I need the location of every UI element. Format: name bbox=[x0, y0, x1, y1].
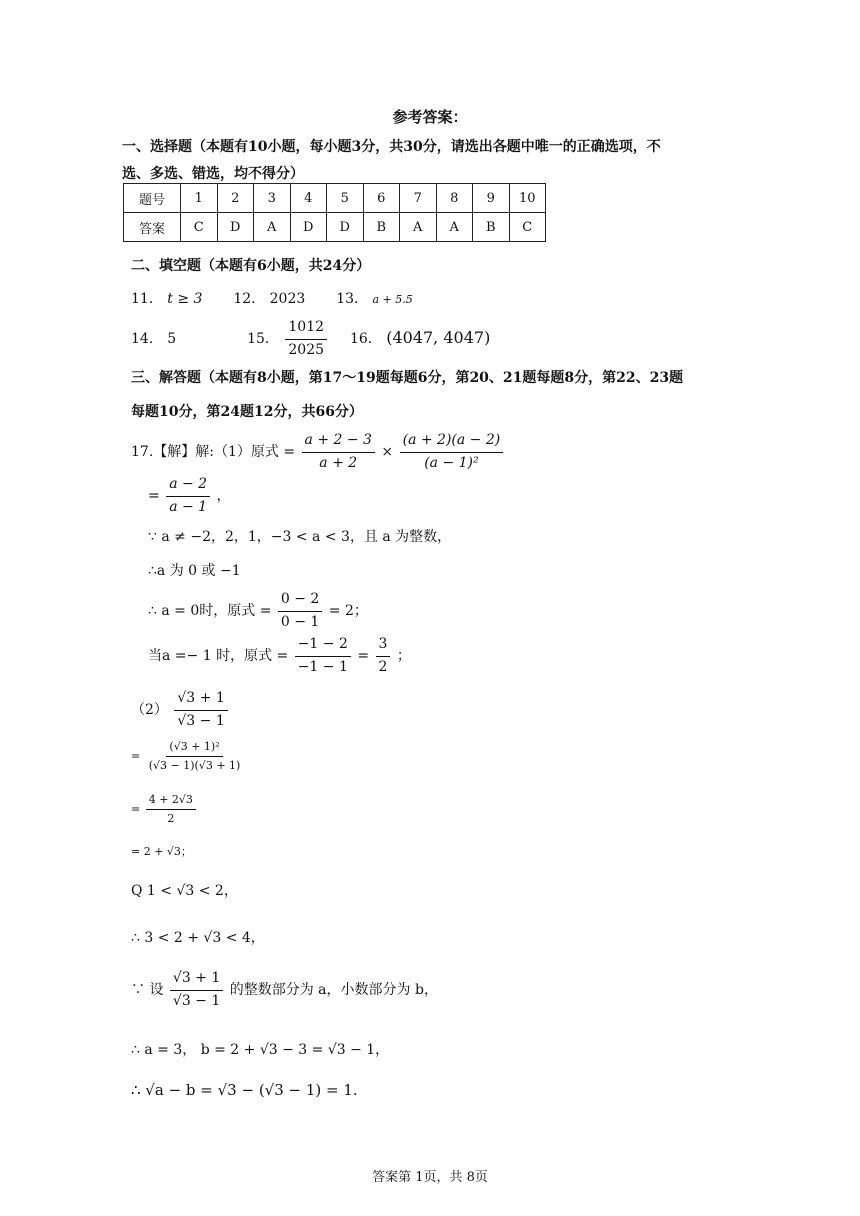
numerator: (√3 + 1)² bbox=[166, 740, 222, 757]
numerator: 3 bbox=[376, 636, 391, 657]
q17-part2-line5: Q 1 < √3 < 2， bbox=[131, 883, 238, 899]
table-cell: 答案 bbox=[124, 213, 181, 242]
q17-part2-line1 bbox=[131, 690, 230, 730]
denominator: √3 − 1 bbox=[177, 712, 225, 729]
fill-answers-row2 bbox=[131, 319, 490, 359]
q17-part1-line2 bbox=[148, 476, 231, 516]
q17-part2-line9: ∴ √a − b = √3 − (√3 − 1) = 1. bbox=[131, 1081, 358, 1099]
q17-part2-line4: = 2 + √3； bbox=[131, 845, 192, 858]
q17-part2-line2 bbox=[131, 740, 245, 773]
numerator: a − 2 bbox=[166, 476, 210, 497]
q15-number: 15． bbox=[247, 331, 279, 347]
fill-answers-row1 bbox=[131, 288, 413, 308]
table-cell: C bbox=[509, 213, 546, 242]
numerator: 0 − 2 bbox=[278, 591, 322, 612]
table-cell: 2 bbox=[217, 184, 254, 213]
table-cell: 6 bbox=[363, 184, 400, 213]
table-cell: A bbox=[254, 213, 291, 242]
section2-heading: 二、填空题（本题有6小题，共24分） bbox=[131, 258, 371, 274]
case-text: 当a =− 1 时，原式 = bbox=[148, 648, 289, 664]
fraction bbox=[400, 432, 504, 472]
section1-heading-line2: 选、多选、错选，均不得分） bbox=[122, 166, 304, 182]
table-cell: C bbox=[181, 213, 218, 242]
q14-answer: 5 bbox=[167, 331, 177, 347]
case-text: ∴ a = 0时，原式 = bbox=[148, 603, 272, 619]
numerator: −1 − 2 bbox=[295, 636, 351, 657]
q11-answer: t ≥ 3 bbox=[167, 291, 203, 307]
q17-part2-line8: ∴ a = 3， b = 2 + √3 − 3 = √3 − 1， bbox=[131, 1042, 390, 1058]
section3-heading-line2: 每题10分，第24题12分，共66分） bbox=[131, 404, 363, 420]
q16-answer: (4047, 4047) bbox=[386, 328, 491, 347]
section1-heading-line1: 一、选择题（本题有10小题，每小题3分，共30分，请选出各题中唯一的正确选项，不 bbox=[122, 139, 661, 155]
table-cell: D bbox=[217, 213, 254, 242]
denominator: (a − 1)² bbox=[424, 454, 479, 471]
denominator: a − 1 bbox=[169, 498, 208, 515]
let-text: ∵ 设 bbox=[131, 982, 164, 998]
table-cell: 10 bbox=[509, 184, 546, 213]
table-row bbox=[124, 184, 546, 213]
fraction bbox=[146, 740, 244, 773]
numerator: a + 2 − 3 bbox=[302, 432, 375, 453]
table-cell: 4 bbox=[290, 184, 327, 213]
page-footer: 答案第 1页，共 8页 bbox=[372, 1170, 488, 1185]
denominator: √3 − 1 bbox=[172, 992, 221, 1009]
table-cell: 题号 bbox=[124, 184, 181, 213]
fraction bbox=[376, 636, 391, 676]
q16-number: 16． bbox=[349, 331, 382, 347]
q13-number: 13． bbox=[336, 291, 369, 307]
comma: ， bbox=[216, 488, 231, 504]
table-cell: D bbox=[327, 213, 364, 242]
table-cell: 7 bbox=[400, 184, 437, 213]
q17-part1-line1 bbox=[131, 432, 505, 472]
table-cell: D bbox=[290, 213, 327, 242]
denominator: 2 bbox=[378, 658, 388, 675]
denominator: 2 bbox=[167, 811, 175, 825]
denominator: a + 2 bbox=[319, 454, 358, 471]
semicolon: ； bbox=[396, 648, 411, 664]
table-cell: A bbox=[400, 213, 437, 242]
q15-denominator: 2025 bbox=[288, 341, 325, 358]
equals-sign: = bbox=[131, 749, 141, 763]
table-cell: 8 bbox=[436, 184, 473, 213]
q12-answer: 2023 bbox=[269, 291, 306, 307]
q17-part1-line5 bbox=[148, 591, 368, 631]
q15-numerator: 1012 bbox=[285, 319, 327, 340]
q17-part1-line3: ∵ a ≠ −2，2，1，−3 < a < 3，且 a 为整数， bbox=[148, 529, 452, 545]
q17-part2-line7 bbox=[131, 970, 438, 1010]
equals-sign: = bbox=[357, 648, 370, 664]
q15-fraction bbox=[285, 319, 327, 359]
equals-sign: = bbox=[131, 802, 141, 816]
fraction bbox=[146, 793, 196, 826]
numerator: 4 + 2√3 bbox=[146, 793, 196, 810]
fraction bbox=[302, 432, 375, 472]
table-cell: B bbox=[363, 213, 400, 242]
q17-intro: 17.【解】解:（1）原式 = bbox=[131, 444, 296, 460]
numerator: √3 + 1 bbox=[174, 690, 227, 711]
q17-part1-line6 bbox=[148, 636, 411, 676]
section3-heading-line1: 三、解答题（本题有8小题，第17～19题每题6分，第20、21题每题8分，第22、23题 bbox=[131, 370, 684, 386]
numerator: (a + 2)(a − 2) bbox=[400, 432, 504, 453]
table-cell: B bbox=[473, 213, 510, 242]
denominator: 0 − 1 bbox=[280, 613, 320, 630]
let-description: 的整数部分为 a，小数部分为 b， bbox=[229, 982, 438, 998]
table-cell: 1 bbox=[181, 184, 218, 213]
q11-number: 11． bbox=[131, 291, 163, 307]
fraction bbox=[166, 476, 210, 516]
denominator: −1 − 1 bbox=[297, 658, 348, 675]
table-row bbox=[124, 213, 546, 242]
result-text: = 2； bbox=[328, 603, 368, 619]
part2-label: （2） bbox=[131, 702, 168, 718]
answer-table bbox=[123, 183, 546, 242]
denominator: (√3 − 1)(√3 + 1) bbox=[148, 758, 241, 772]
q12-number: 12． bbox=[233, 291, 266, 307]
fraction bbox=[170, 970, 223, 1010]
q13-answer: a + 5.5 bbox=[372, 293, 413, 306]
table-cell: 9 bbox=[473, 184, 510, 213]
fraction bbox=[295, 636, 351, 676]
q17-part2-line3 bbox=[131, 793, 198, 826]
q17-part1-line4: ∴a 为 0 或 −1 bbox=[148, 563, 241, 579]
equals-sign: = bbox=[148, 488, 160, 504]
times-sign: × bbox=[381, 444, 394, 460]
q17-part2-line6: ∴ 3 < 2 + √3 < 4， bbox=[131, 930, 265, 946]
table-cell: 5 bbox=[327, 184, 364, 213]
q14-number: 14． bbox=[131, 331, 163, 347]
page-title: 参考答案： bbox=[392, 108, 468, 126]
table-cell: 3 bbox=[254, 184, 291, 213]
fraction bbox=[174, 690, 227, 730]
table-cell: A bbox=[436, 213, 473, 242]
numerator: √3 + 1 bbox=[170, 970, 223, 991]
fraction bbox=[278, 591, 322, 631]
